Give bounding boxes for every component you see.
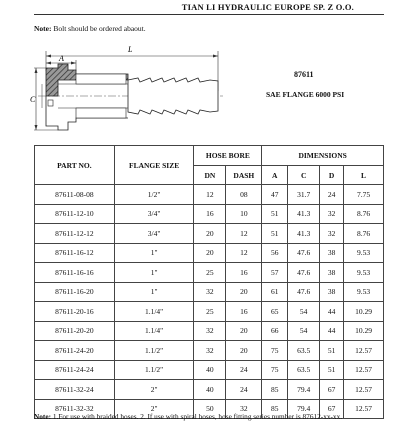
cell-dn: 40	[194, 380, 226, 400]
table-row	[35, 321, 384, 341]
table-row	[35, 204, 384, 224]
dim-label-a: A	[59, 54, 64, 63]
cell-a: 57	[262, 263, 288, 283]
cell-part-no: 87611-32-24	[35, 380, 115, 400]
cell-c: 31.7	[288, 185, 320, 205]
cell-part-no: 87611-20-16	[35, 302, 115, 322]
cell-dn: 32	[194, 341, 226, 361]
cell-l: 9.53	[344, 263, 384, 283]
cell-a: 61	[262, 282, 288, 302]
cell-d: 38	[320, 263, 344, 283]
header-l: L	[344, 166, 384, 185]
cell-c: 47.6	[288, 282, 320, 302]
cell-dn: 40	[194, 360, 226, 380]
header-d: D	[320, 166, 344, 185]
cell-a: 66	[262, 321, 288, 341]
cell-dash: 16	[226, 302, 262, 322]
cell-l: 10.29	[344, 302, 384, 322]
cell-d: 44	[320, 321, 344, 341]
cell-dash: 20	[226, 321, 262, 341]
header-flange-size: FLANGE SIZE	[114, 146, 194, 185]
cell-c: 54	[288, 321, 320, 341]
cell-l: 10.29	[344, 321, 384, 341]
cell-dash: 08	[226, 185, 262, 205]
table-row	[35, 282, 384, 302]
cell-dash: 10	[226, 204, 262, 224]
cell-flange-size: 1"	[114, 263, 194, 283]
header-c: C	[288, 166, 320, 185]
cell-d: 32	[320, 204, 344, 224]
cell-l: 12.57	[344, 360, 384, 380]
note-bottom-label: Note:	[34, 412, 52, 421]
cell-part-no: 87611-16-20	[35, 282, 115, 302]
product-title: SAE FLANGE 6000 PSI	[266, 90, 345, 99]
cell-flange-size: 2"	[114, 399, 194, 419]
cell-a: 75	[262, 360, 288, 380]
cell-flange-size: 1.1/2"	[114, 360, 194, 380]
table-row	[35, 302, 384, 322]
cell-dash: 20	[226, 341, 262, 361]
cell-c: 54	[288, 302, 320, 322]
table-row	[35, 360, 384, 380]
cell-dn: 20	[194, 224, 226, 244]
cell-dn: 20	[194, 243, 226, 263]
cell-d: 51	[320, 341, 344, 361]
cell-dn: 32	[194, 321, 226, 341]
cell-dash: 24	[226, 380, 262, 400]
cell-part-no: 87611-16-12	[35, 243, 115, 263]
cell-c: 63.5	[288, 360, 320, 380]
cell-d: 38	[320, 282, 344, 302]
cell-part-no: 87611-12-12	[35, 224, 115, 244]
cell-dn: 25	[194, 263, 226, 283]
cell-a: 51	[262, 204, 288, 224]
cell-d: 24	[320, 185, 344, 205]
cell-part-no: 87611-24-20	[35, 341, 115, 361]
cell-l: 12.57	[344, 380, 384, 400]
company-name: TIAN LI HYDRAULIC EUROPE SP. Z O.O.	[181, 2, 354, 12]
cell-l: 12.57	[344, 341, 384, 361]
cell-a: 56	[262, 243, 288, 263]
table-row	[35, 341, 384, 361]
cell-flange-size: 2"	[114, 380, 194, 400]
note-top	[34, 24, 146, 33]
header-dash: DASH	[226, 166, 262, 185]
cell-part-no: 87611-16-16	[35, 263, 115, 283]
cell-part-no: 87611-08-08	[35, 185, 115, 205]
cell-dash: 16	[226, 263, 262, 283]
header-part-no: PART NO.	[35, 146, 115, 185]
cell-a: 85	[262, 380, 288, 400]
cell-part-no: 87611-12-10	[35, 204, 115, 224]
header-a: A	[262, 166, 288, 185]
note-bottom-text: 1.For use with braided hoses. 2. If use with spiral hoses, hose fitting series number is 87612-xx-xx.	[51, 412, 343, 421]
cell-part-no: 87611-24-24	[35, 360, 115, 380]
cell-a: 51	[262, 224, 288, 244]
dimensions-table	[34, 145, 384, 419]
cell-c: 47.6	[288, 263, 320, 283]
header-dimensions: DIMENSIONS	[262, 146, 384, 166]
cell-l: 8.76	[344, 224, 384, 244]
cell-flange-size: 1.1/2"	[114, 341, 194, 361]
cell-l: 9.53	[344, 282, 384, 302]
table-row	[35, 224, 384, 244]
cell-dn: 12	[194, 185, 226, 205]
cell-c: 47.6	[288, 243, 320, 263]
cell-flange-size: 1"	[114, 243, 194, 263]
header-divider	[34, 14, 384, 15]
cell-dash: 12	[226, 243, 262, 263]
cell-d: 32	[320, 224, 344, 244]
cell-flange-size: 1.1/4"	[114, 302, 194, 322]
cell-dash: 12	[226, 224, 262, 244]
table-header-row	[35, 146, 384, 166]
cell-a: 47	[262, 185, 288, 205]
cell-flange-size: 3/4"	[114, 224, 194, 244]
cell-d: 67	[320, 399, 344, 419]
note-top-text: Bolt should be ordered abaout.	[51, 24, 146, 33]
cell-c: 79.4	[288, 380, 320, 400]
cell-d: 38	[320, 243, 344, 263]
cell-part-no: 87611-20-20	[35, 321, 115, 341]
cell-a: 65	[262, 302, 288, 322]
table-row	[35, 380, 384, 400]
cell-dn: 25	[194, 302, 226, 322]
cell-l: 8.76	[344, 204, 384, 224]
cell-l: 7.75	[344, 185, 384, 205]
cell-flange-size: 1"	[114, 282, 194, 302]
cell-dash: 24	[226, 360, 262, 380]
cell-dash: 32	[226, 399, 262, 419]
header-hose-bore: HOSE BORE	[194, 146, 262, 166]
cell-c: 41.3	[288, 204, 320, 224]
table-row	[35, 243, 384, 263]
dim-label-l: L	[128, 45, 133, 54]
cell-flange-size: 3/4"	[114, 204, 194, 224]
cell-d: 44	[320, 302, 344, 322]
cell-d: 67	[320, 380, 344, 400]
cell-c: 79.4	[288, 399, 320, 419]
table-row	[35, 263, 384, 283]
cell-flange-size: 1/2"	[114, 185, 194, 205]
product-code: 87611	[294, 70, 314, 79]
cell-dash: 20	[226, 282, 262, 302]
cell-l: 12.57	[344, 399, 384, 419]
cell-c: 63.5	[288, 341, 320, 361]
cell-a: 75	[262, 341, 288, 361]
cell-flange-size: 1.1/4"	[114, 321, 194, 341]
table-body	[35, 185, 384, 419]
fitting-drawing	[28, 36, 228, 146]
note-bottom	[34, 412, 342, 421]
cell-dn: 16	[194, 204, 226, 224]
dim-label-c: C	[30, 95, 36, 104]
cell-part-no: 87611-32-32	[35, 399, 115, 419]
cell-a: 85	[262, 399, 288, 419]
table-row	[35, 185, 384, 205]
cell-l: 9.53	[344, 243, 384, 263]
cell-c: 41.3	[288, 224, 320, 244]
header-dn: DN	[194, 166, 226, 185]
cell-d: 51	[320, 360, 344, 380]
cell-dn: 50	[194, 399, 226, 419]
cell-dn: 32	[194, 282, 226, 302]
note-top-label: Note:	[34, 24, 52, 33]
